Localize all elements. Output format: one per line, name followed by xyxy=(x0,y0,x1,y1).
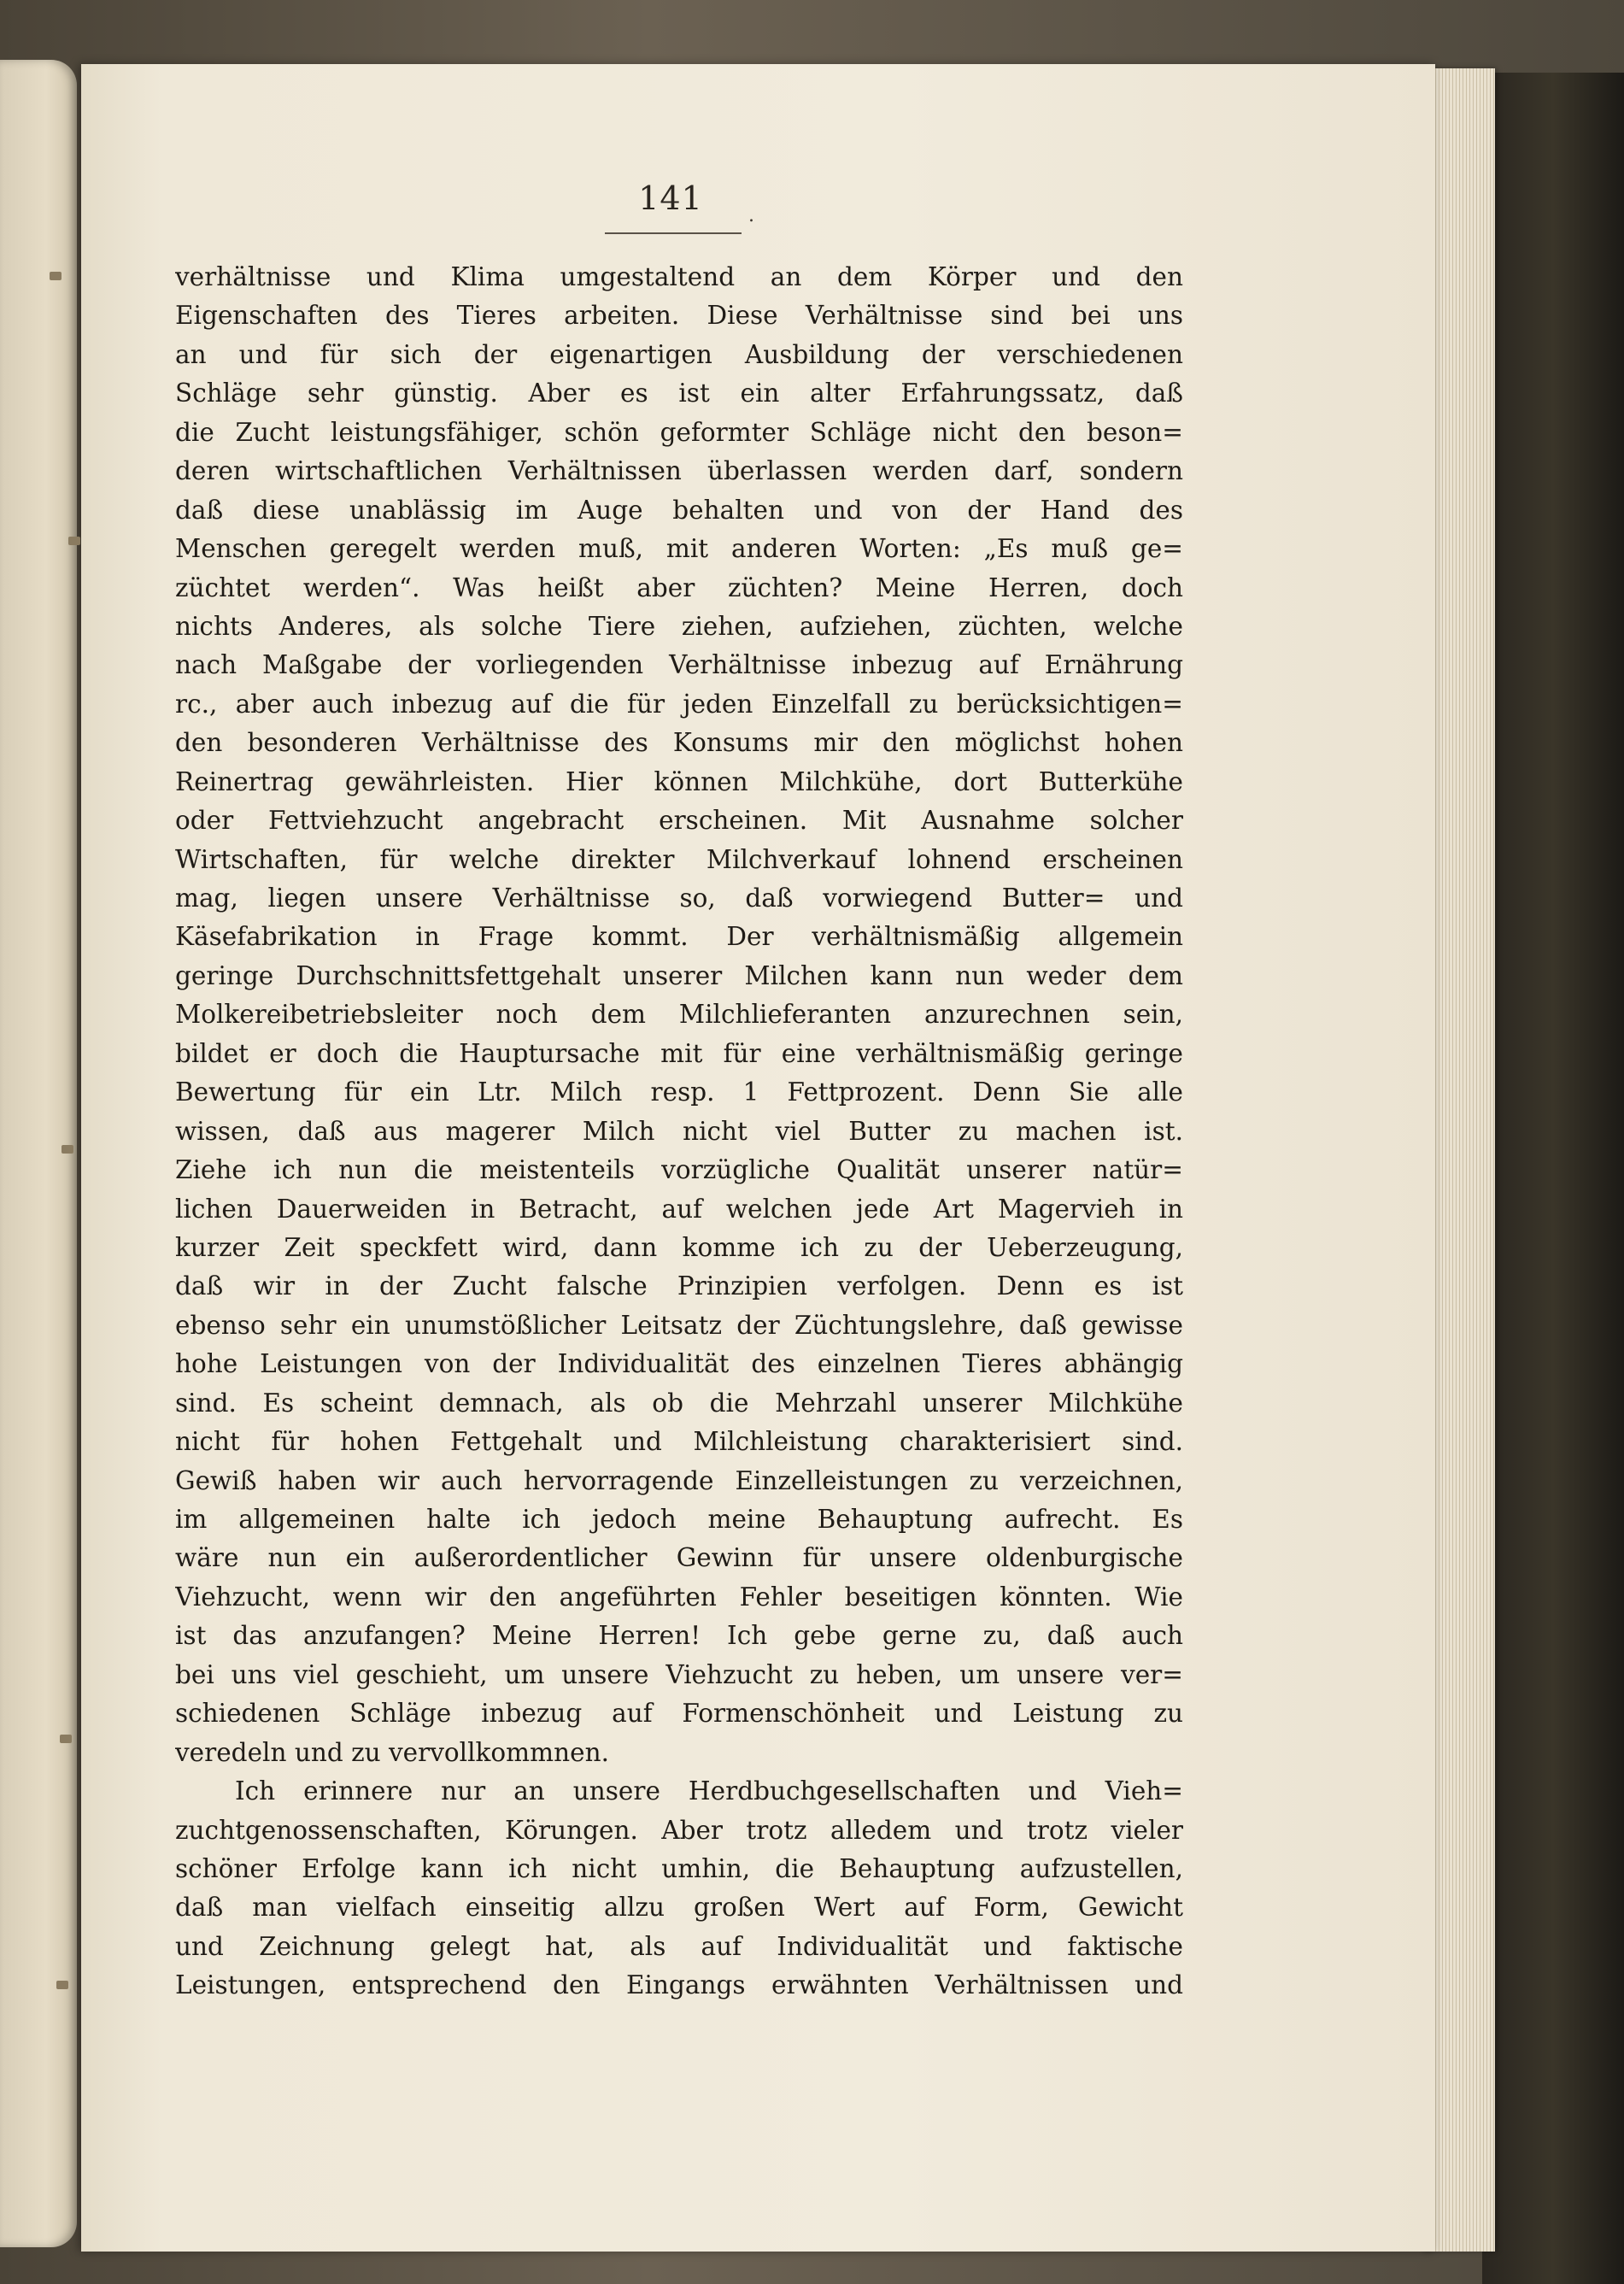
text-line: daß man vielfach einseitig allzu großen Wert auf Form, Gewicht xyxy=(175,1893,1183,1923)
text-line: Viehzucht, wenn wir den angeführten Fehler beseitigen könnten. Wie xyxy=(175,1582,1183,1612)
margin-mark xyxy=(68,537,80,545)
text-line: den besonderen Verhältnisse des Konsums mir den möglichst hohen xyxy=(175,728,1183,758)
text-line: bei uns viel geschieht, um unsere Viehzucht zu heben, um unsere ver= xyxy=(175,1659,1183,1689)
text-line: hohe Leistungen von der Individualität des einzelnen Tieres abhängig xyxy=(175,1349,1183,1379)
text-line: Eigenschaften des Tieres arbeiten. Diese Verhältnisse sind bei uns xyxy=(175,301,1183,331)
text-line: die Zucht leistungsfähiger, schön geformter Schläge nicht den beson= xyxy=(175,417,1183,447)
text-line: ebenso sehr ein unumstößlicher Leitsatz der Züchtungslehre, daß gewisse xyxy=(175,1310,1183,1340)
text-line: deren wirtschaftlichen Verhältnissen überlassen werden darf, sondern xyxy=(175,456,1183,486)
margin-mark xyxy=(56,1981,68,1989)
text-line: schiedenen Schläge inbezug auf Formenschönheit und Leistung zu xyxy=(175,1699,1183,1729)
text-line: mag, liegen unsere Verhältnisse so, daß vorwiegend Butter= und xyxy=(175,884,1183,913)
text-line: wäre nun ein außerordentlicher Gewinn für unsere oldenburgische xyxy=(175,1543,1183,1573)
text-line: Reinertrag gewährleisten. Hier können Milchkühe, dort Butterkühe xyxy=(175,766,1183,796)
book-spine xyxy=(1482,73,1624,2284)
text-line: Menschen geregelt werden muß, mit anderen Worten: „Es muß ge= xyxy=(175,534,1183,564)
paragraph-end-line: veredeln und zu vervollkommnen. xyxy=(175,1737,609,1767)
text-line: zuchtgenossenschaften, Körungen. Aber trotz alledem und trotz vieler xyxy=(175,1815,1183,1845)
text-line: geringe Durchschnittsfettgehalt unserer Milchen kann nun weder dem xyxy=(175,960,1183,990)
page-number: 141 xyxy=(638,179,703,217)
margin-mark xyxy=(50,272,62,280)
margin-mark xyxy=(60,1735,72,1743)
body-text xyxy=(175,258,1183,2005)
text-line: im allgemeinen halte ich jedoch meine Behauptung aufrecht. Es xyxy=(175,1505,1183,1534)
text-line: an und für sich der eigenartigen Ausbildung der verschiedenen xyxy=(175,339,1183,369)
margin-mark xyxy=(62,1145,73,1154)
text-line: Molkereibetriebsleiter noch dem Milchlieferanten anzurechnen sein, xyxy=(175,1000,1183,1030)
text-line: züchtet werden“. Was heißt aber züchten? Meine Herren, doch xyxy=(175,572,1183,602)
text-line: Wirtschaften, für welche direkter Milchverkauf lohnend erscheinen xyxy=(175,844,1183,874)
page-number-dot: . xyxy=(748,205,754,226)
text-line: ist das anzufangen? Meine Herren! Ich gebe gerne zu, daß auch xyxy=(175,1621,1183,1651)
text-line: Gewiß haben wir auch hervorragende Einzelleistungen zu verzeichnen, xyxy=(175,1465,1183,1495)
text-line: lichen Dauerweiden in Betracht, auf welchen jede Art Magervieh in xyxy=(175,1194,1183,1224)
text-line: kurzer Zeit speckfett wird, dann komme ich zu der Ueberzeugung, xyxy=(175,1232,1183,1262)
paragraph-start-line: Ich erinnere nur an unsere Herdbuchgesellschaften und Vieh= xyxy=(235,1776,1183,1806)
text-line: und Zeichnung gelegt hat, als auf Individualität und faktische xyxy=(175,1931,1183,1961)
text-line: bildet er doch die Hauptursache mit für eine verhältnismäßig geringe xyxy=(175,1038,1183,1068)
text-line: wissen, daß aus magerer Milch nicht viel Butter zu machen ist. xyxy=(175,1116,1183,1146)
text-line: Bewertung für ein Ltr. Milch resp. 1 Fettprozent. Denn Sie alle xyxy=(175,1077,1183,1107)
text-line: sind. Es scheint demnach, als ob die Mehrzahl unserer Milchkühe xyxy=(175,1388,1183,1418)
previous-page-edge xyxy=(0,60,77,2247)
text-line: oder Fettviehzucht angebracht erscheinen. Mit Ausnahme solcher xyxy=(175,806,1183,836)
text-line: rc., aber auch inbezug auf die für jeden Einzelfall zu berücksichtigen= xyxy=(175,689,1183,719)
text-line: nicht für hohen Fettgehalt und Milchleistung charakterisiert sind. xyxy=(175,1427,1183,1457)
text-line: Ziehe ich nun die meistenteils vorzügliche Qualität unserer natür= xyxy=(175,1155,1183,1185)
text-line: nichts Anderes, als solche Tiere ziehen, aufziehen, züchten, welche xyxy=(175,611,1183,641)
page-number-rule xyxy=(605,232,742,234)
text-line: daß wir in der Zucht falsche Prinzipien verfolgen. Denn es ist xyxy=(175,1271,1183,1301)
text-line: Schläge sehr günstig. Aber es ist ein alter Erfahrungssatz, daß xyxy=(175,379,1183,408)
text-line: schöner Erfolge kann ich nicht umhin, die Behauptung aufzustellen, xyxy=(175,1853,1183,1883)
text-line: Leistungen, entsprechend den Eingangs erwähnten Verhältnissen und xyxy=(175,1970,1183,2000)
text-line: Käsefabrikation in Frage kommt. Der verhältnismäßig allgemein xyxy=(175,922,1183,952)
text-line: daß diese unablässig im Auge behalten und von der Hand des xyxy=(175,495,1183,525)
text-line: nach Maßgabe der vorliegenden Verhältnisse inbezug auf Ernährung xyxy=(175,650,1183,680)
text-line: verhältnisse und Klima umgestaltend an dem Körper und den xyxy=(175,262,1183,291)
